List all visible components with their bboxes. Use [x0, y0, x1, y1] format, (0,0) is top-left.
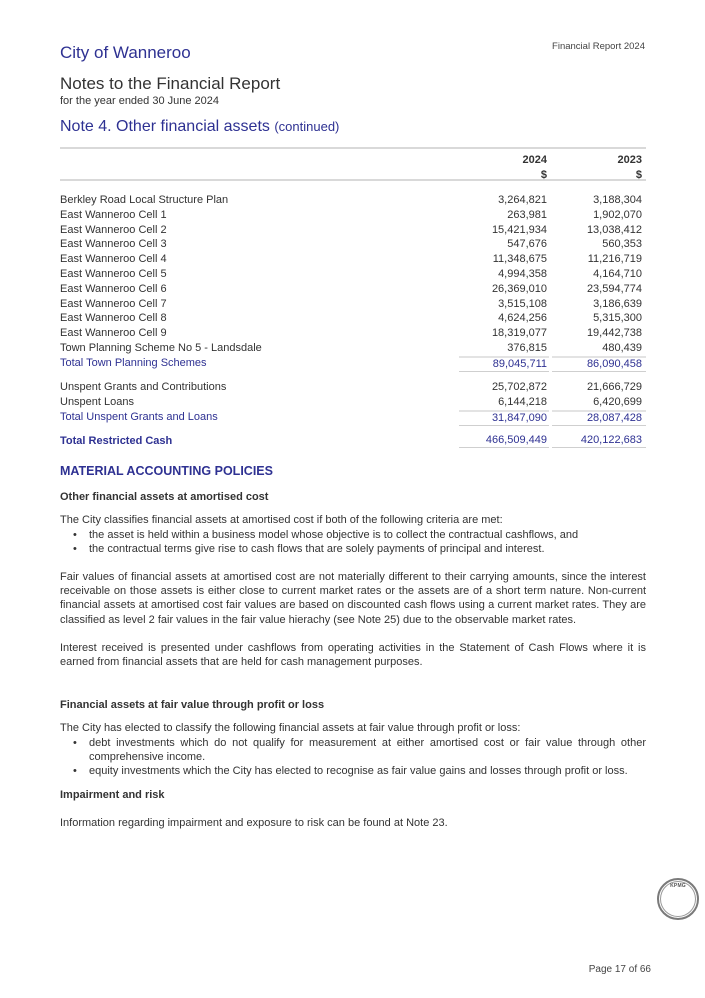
impairment-heading: Impairment and risk [60, 789, 165, 802]
note-heading-suffix: (continued) [274, 119, 340, 134]
table-row [60, 311, 646, 326]
row-label: East Wanneroo Cell 8 [60, 312, 167, 325]
table-row [60, 297, 646, 312]
fvtpl-list [60, 736, 646, 779]
value-2023: 560,353 [602, 238, 642, 251]
value-2023: 3,186,639 [593, 297, 642, 310]
grants-rows [60, 380, 646, 410]
table-row [60, 395, 646, 410]
fvtpl-heading: Financial assets at fair value through profit or loss [60, 699, 325, 712]
row-label: East Wanneroo Cell 2 [60, 223, 167, 236]
list-item: • equity investments which the City has elected to recognise as fair value gains and losses through profit or loss. [73, 765, 628, 778]
value-2024: 31,847,090 [459, 410, 549, 426]
value-2023: 6,420,699 [593, 395, 642, 408]
row-label: East Wanneroo Cell 9 [60, 327, 167, 340]
fair-value-paragraph: Fair values of financial assets at amortised cost are not materially different to their carrying amounts, since the interest receivable on those assets is either close to current market rates or the assets are of a short term nature. Non-current financial assets at amortised cost fair values are based on discounted cash flows using a current market rates. They are classified as level 2 fair values in the fair value hierachy (see Note 25) due to the observable market rates. [60, 571, 646, 626]
column-year: 2023 [617, 154, 642, 166]
row-label: East Wanneroo Cell 6 [60, 282, 167, 295]
table-row [60, 341, 646, 356]
table-row [60, 223, 646, 238]
row-label: Total Town Planning Schemes [60, 356, 207, 369]
column-header-2023 [618, 153, 642, 183]
reporting-period: for the year ended 30 June 2024 [60, 95, 220, 107]
value-2023: 480,439 [602, 341, 642, 354]
value-2023: 3,188,304 [593, 194, 642, 206]
value-2024: 89,045,711 [459, 356, 549, 372]
row-label: Town Planning Scheme No 5 - Landsdale [60, 341, 262, 354]
amortised-intro: The City classifies financial assets at amortised cost if both of the following criteria are met: [60, 514, 503, 527]
row-label: Berkley Road Local Structure Plan [60, 194, 229, 206]
value-2023: 4,164,710 [593, 267, 642, 280]
bullet-icon: • [73, 528, 77, 541]
note-heading [60, 118, 339, 136]
amortised-criteria-list [60, 528, 646, 556]
row-label: East Wanneroo Cell 5 [60, 267, 167, 280]
row-label: Unspent Loans [60, 395, 134, 408]
value-2024: 4,624,256 [498, 312, 547, 325]
column-unit: $ [540, 169, 547, 181]
value-2023: 21,666,729 [586, 381, 642, 394]
report-tag: Financial Report 2024 [552, 41, 645, 52]
total-restricted-cash-row [60, 434, 646, 449]
value-2024: 11,348,675 [492, 253, 547, 266]
impairment-text: Information regarding impairment and exposure to risk can be found at Note 23. [60, 817, 448, 830]
row-label: Total Restricted Cash [60, 434, 173, 447]
bullet-icon: • [73, 736, 77, 749]
note-heading-title: Note 4. Other financial assets [60, 118, 270, 135]
row-label: Total Unspent Grants and Loans [60, 410, 218, 423]
value-2023: 86,090,458 [552, 356, 646, 372]
row-label: East Wanneroo Cell 4 [60, 253, 167, 266]
value-2023: 1,902,070 [593, 208, 642, 221]
table-row [60, 237, 646, 252]
value-2023: 28,087,428 [552, 410, 646, 426]
table-row [60, 208, 646, 223]
accounting-policies-section [60, 464, 646, 831]
value-2023: 11,216,719 [587, 253, 642, 266]
value-2023: 23,594,774 [586, 282, 642, 295]
value-2024: 18,319,077 [491, 327, 547, 340]
value-2023: 19,442,738 [586, 327, 642, 340]
value-2024: 547,676 [507, 238, 547, 251]
row-label: East Wanneroo Cell 3 [60, 238, 167, 251]
row-label: Unspent Grants and Contributions [60, 381, 227, 394]
page-number: Page 17 of 66 [588, 964, 651, 975]
total-grants-loans-row [60, 410, 646, 425]
list-item: • the contractual terms give rise to cash flows that are solely payments of principal and interest. [73, 542, 545, 555]
notes-title: Notes to the Financial Report [60, 74, 281, 93]
value-2024: 26,369,010 [491, 282, 547, 295]
town-planning-rows [60, 193, 646, 356]
table-header [60, 149, 646, 181]
value-2024: 3,515,108 [498, 297, 547, 310]
value-2024: 376,815 [507, 341, 547, 354]
value-2024: 3,264,821 [498, 194, 547, 206]
row-label: East Wanneroo Cell 1 [60, 208, 167, 221]
bullet-icon: • [73, 542, 77, 555]
policies-heading: MATERIAL ACCOUNTING POLICIES [60, 464, 273, 478]
list-item: • debt investments which do not qualify for measurement at either amortised cost or fair value through other comprehensive income. [73, 736, 646, 763]
column-year: 2024 [522, 154, 547, 166]
column-unit: $ [635, 169, 642, 181]
value-2023: 420,122,683 [552, 434, 646, 448]
value-2024: 6,144,218 [498, 395, 547, 408]
table-row [60, 326, 646, 341]
column-header-2024 [523, 153, 547, 183]
table-row [60, 380, 646, 395]
table-row [60, 193, 646, 208]
restricted-cash-table [60, 147, 646, 449]
table-row [60, 252, 646, 267]
interest-paragraph: Interest received is presented under cashflows from operating activities in the Statement of Cash Flows where it is earned from financial assets that are held for cash management purposes. [60, 641, 646, 669]
kpmg-stamp-icon [657, 878, 699, 920]
amortised-cost-heading: Other financial assets at amortised cost [60, 491, 269, 504]
value-2024: 4,994,358 [498, 267, 547, 280]
stamp-text: KPMG [670, 883, 686, 889]
table-row [60, 267, 646, 282]
value-2024: 466,509,449 [459, 434, 549, 448]
row-label: East Wanneroo Cell 7 [60, 297, 167, 310]
organisation-title: City of Wanneroo [60, 43, 191, 62]
value-2024: 263,981 [507, 208, 547, 221]
total-town-planning-row [60, 356, 646, 371]
table-body [60, 193, 646, 449]
fvtpl-intro: The City has elected to classify the following financial assets at fair value through profit or loss: [60, 722, 521, 735]
table-row [60, 282, 646, 297]
list-item: • the asset is held within a business model whose objective is to collect the contractual cashflows, and [73, 528, 579, 541]
value-2024: 25,702,872 [491, 381, 547, 394]
value-2023: 13,038,412 [586, 223, 642, 236]
value-2024: 15,421,934 [491, 223, 547, 236]
bullet-icon: • [73, 765, 77, 778]
value-2023: 5,315,300 [593, 312, 642, 325]
